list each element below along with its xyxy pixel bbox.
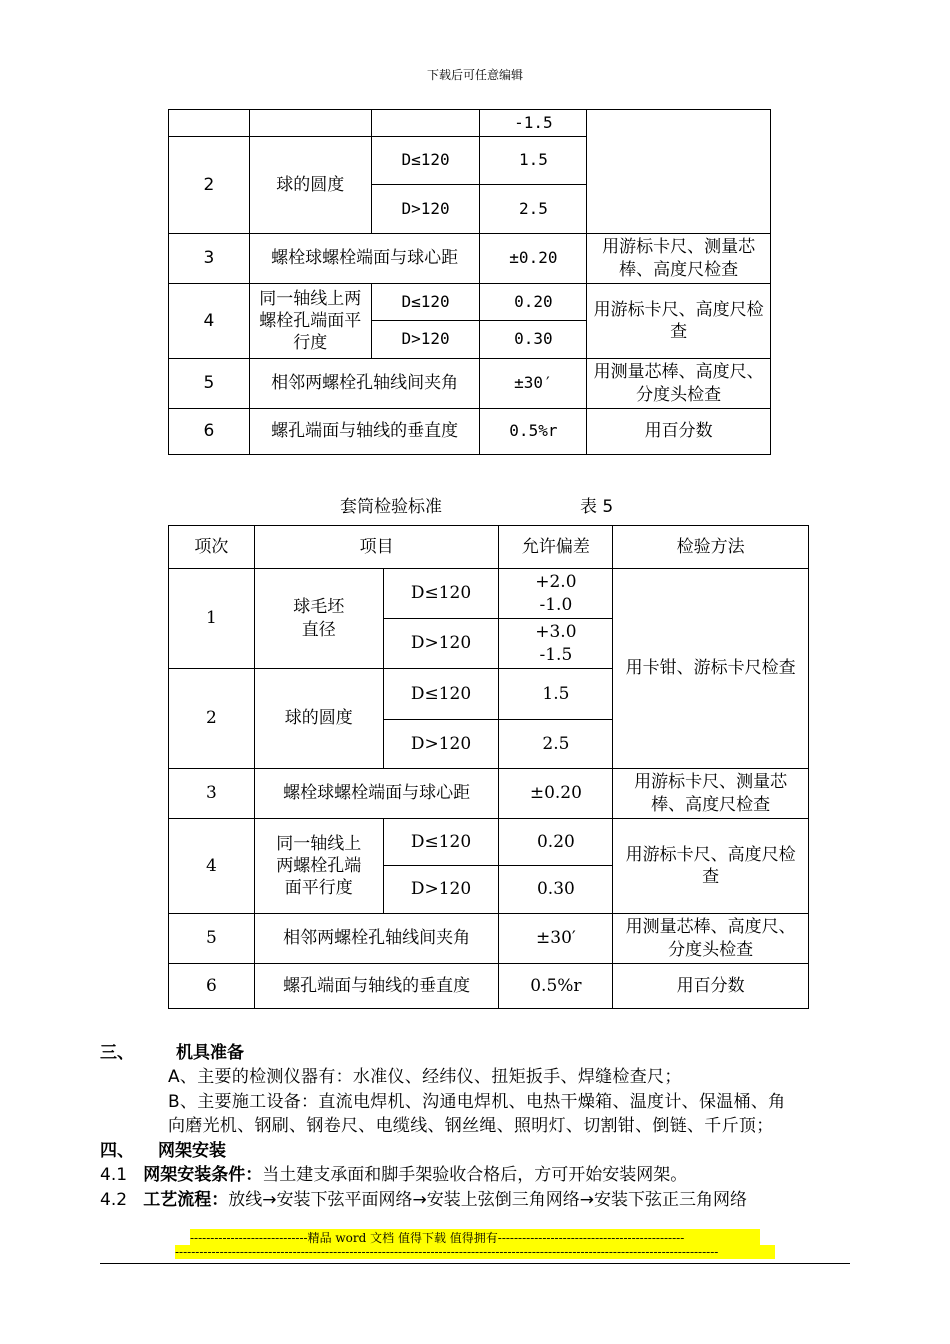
cell-method: 用测量芯棒、高度尺、分度头检查 bbox=[587, 359, 771, 409]
header-method: 检验方法 bbox=[613, 526, 809, 569]
cell-item-line: 球毛坯 bbox=[293, 597, 345, 618]
cell-value bbox=[499, 619, 613, 669]
cell-no: 5 bbox=[169, 914, 255, 964]
cell-method: 用测量芯棒、高度尺、分度头检查 bbox=[613, 914, 809, 964]
table-row bbox=[169, 914, 809, 964]
cell-value: ±0.20 bbox=[480, 234, 587, 284]
table-row bbox=[169, 110, 771, 137]
ball-inspection-table-continued bbox=[168, 109, 771, 455]
paragraph-4-1-label: 网架安装条件： bbox=[143, 1165, 263, 1185]
footer-banner-line-2: -------------------------------------------------------------------------------------------------------------------------------------- bbox=[175, 1245, 775, 1259]
table-row bbox=[169, 819, 809, 866]
footer-banner-line-1: -----------------------------精品 word 文档 值得下载 值得拥有---------------------------------------------- bbox=[190, 1229, 760, 1246]
section-3-number: 三、 bbox=[100, 1043, 134, 1063]
header-tolerance: 允许偏差 bbox=[499, 526, 613, 569]
cell-value: 0.30 bbox=[499, 866, 613, 914]
section-3-title: 机具准备 bbox=[176, 1043, 244, 1063]
cell-method: 用游标卡尺、高度尺检查 bbox=[613, 819, 809, 914]
cell-condition: D>120 bbox=[383, 866, 499, 914]
table-row bbox=[169, 769, 809, 819]
cell-empty bbox=[371, 110, 480, 137]
section-3-item-b: B、主要施工设备：直流电焊机、沟通电焊机、电热干燥箱、温度计、保温桶、角 bbox=[168, 1092, 786, 1112]
table-row bbox=[169, 569, 809, 619]
paragraph-4-1-text: 当土建支承面和脚手架验收合格后，方可开始安装网架。 bbox=[262, 1165, 688, 1185]
cell-item: 螺栓球螺栓端面与球心距 bbox=[249, 234, 480, 284]
cell-value: 0.30 bbox=[480, 321, 587, 359]
cell-value: 2.5 bbox=[499, 720, 613, 769]
cell-value: ±30′ bbox=[480, 359, 587, 409]
cell-empty bbox=[587, 110, 771, 234]
cell-no: 1 bbox=[169, 569, 255, 669]
cell-condition: D≤120 bbox=[383, 569, 499, 619]
cell-no: 2 bbox=[169, 669, 255, 769]
section-3-item-a: A、主要的检测仪器有：水准仪、经纬仪、扭矩扳手、焊缝检查尺； bbox=[168, 1067, 682, 1087]
cell-method: 用游标卡尺、高度尺检查 bbox=[587, 284, 771, 359]
cell-value: ±0.20 bbox=[499, 769, 613, 819]
cell-value-line: -1.0 bbox=[539, 594, 573, 615]
table-caption-title: 套筒检验标准 bbox=[340, 497, 442, 517]
cell-value-line: +2.0 bbox=[535, 572, 577, 593]
cell-item-line: 直径 bbox=[301, 619, 336, 640]
paragraph-4-2-number: 4.2 bbox=[100, 1190, 128, 1210]
cell-condition: D≤120 bbox=[371, 284, 480, 321]
cell-item: 相邻两螺栓孔轴线间夹角 bbox=[249, 359, 480, 409]
table-header-row bbox=[169, 526, 809, 569]
section-4-title: 网架安装 bbox=[158, 1141, 226, 1161]
cell-condition: D≤120 bbox=[371, 137, 480, 185]
cell-condition: D>120 bbox=[371, 185, 480, 234]
cell-item: 相邻两螺栓孔轴线间夹角 bbox=[254, 914, 499, 964]
cell-value: 1.5 bbox=[499, 669, 613, 720]
sleeve-inspection-table bbox=[168, 525, 809, 1009]
cell-value: ±30′ bbox=[499, 914, 613, 964]
cell-method: 用百分数 bbox=[613, 964, 809, 1009]
cell-method: 用卡钳、游标卡尺检查 bbox=[613, 569, 809, 769]
table-caption-number: 表 5 bbox=[580, 497, 614, 517]
cell-value: 0.20 bbox=[499, 819, 613, 866]
cell-no: 3 bbox=[169, 234, 250, 284]
cell-no: 4 bbox=[169, 819, 255, 914]
paragraph-4-2-text: 放线→安装下弦平面网络→安装上弦倒三角网络→安装下弦正三角网络 bbox=[228, 1190, 747, 1210]
section-3-item-b-continued: 向磨光机、钢刷、钢卷尺、电缆线、钢丝绳、照明灯、切割钳、倒链、千斤顶； bbox=[168, 1116, 774, 1136]
cell-item-line: 面平行度 bbox=[284, 878, 353, 899]
cell-value: 0.5%r bbox=[480, 409, 587, 455]
header-note: 下载后可任意编辑 bbox=[426, 68, 523, 82]
cell-condition: D>120 bbox=[383, 619, 499, 669]
cell-item-line: 两螺栓孔端 bbox=[276, 855, 362, 876]
paragraph-4-2-label: 工艺流程： bbox=[143, 1190, 229, 1210]
cell-value: 2.5 bbox=[480, 185, 587, 234]
cell-value: -1.5 bbox=[480, 110, 587, 137]
cell-item: 螺孔端面与轴线的垂直度 bbox=[249, 409, 480, 455]
cell-no: 6 bbox=[169, 964, 255, 1009]
cell-value: 0.5%r bbox=[499, 964, 613, 1009]
cell-method: 用百分数 bbox=[587, 409, 771, 455]
table-row bbox=[169, 234, 771, 284]
header-no: 项次 bbox=[169, 526, 255, 569]
cell-item bbox=[254, 569, 383, 669]
cell-value: 0.20 bbox=[480, 284, 587, 321]
cell-condition: D>120 bbox=[371, 321, 480, 359]
cell-value-line: +3.0 bbox=[535, 622, 577, 643]
paragraph-4-1-number: 4.1 bbox=[100, 1165, 128, 1185]
cell-item-line: 同一轴线上 bbox=[276, 833, 362, 854]
table-row bbox=[169, 359, 771, 409]
cell-no: 4 bbox=[169, 284, 250, 359]
cell-item: 螺孔端面与轴线的垂直度 bbox=[254, 964, 499, 1009]
paragraph-4-1 bbox=[100, 1160, 687, 1185]
cell-method: 用游标卡尺、测量芯棒、高度尺检查 bbox=[613, 769, 809, 819]
cell-item: 球的圆度 bbox=[249, 137, 371, 234]
cell-condition: D>120 bbox=[383, 720, 499, 769]
table-row bbox=[169, 284, 771, 321]
cell-no: 5 bbox=[169, 359, 250, 409]
table-row bbox=[169, 964, 809, 1009]
cell-condition: D≤120 bbox=[383, 819, 499, 866]
cell-value bbox=[499, 569, 613, 619]
section-4-number: 四、 bbox=[100, 1141, 134, 1161]
cell-no: 2 bbox=[169, 137, 250, 234]
cell-item bbox=[254, 819, 383, 914]
cell-condition: D≤120 bbox=[383, 669, 499, 720]
cell-value: 1.5 bbox=[480, 137, 587, 185]
cell-value-line: -1.5 bbox=[539, 644, 573, 665]
cell-no: 6 bbox=[169, 409, 250, 455]
cell-item: 球的圆度 bbox=[254, 669, 383, 769]
cell-item: 同一轴线上两螺栓孔端面平行度 bbox=[249, 284, 371, 359]
cell-empty bbox=[169, 110, 250, 137]
cell-empty bbox=[249, 110, 371, 137]
paragraph-4-2 bbox=[100, 1185, 747, 1210]
header-item: 项目 bbox=[254, 526, 499, 569]
table-row bbox=[169, 409, 771, 455]
cell-method: 用游标卡尺、测量芯棒、高度尺检查 bbox=[587, 234, 771, 284]
footer-divider bbox=[100, 1263, 850, 1264]
cell-no: 3 bbox=[169, 769, 255, 819]
cell-item: 螺栓球螺栓端面与球心距 bbox=[254, 769, 499, 819]
